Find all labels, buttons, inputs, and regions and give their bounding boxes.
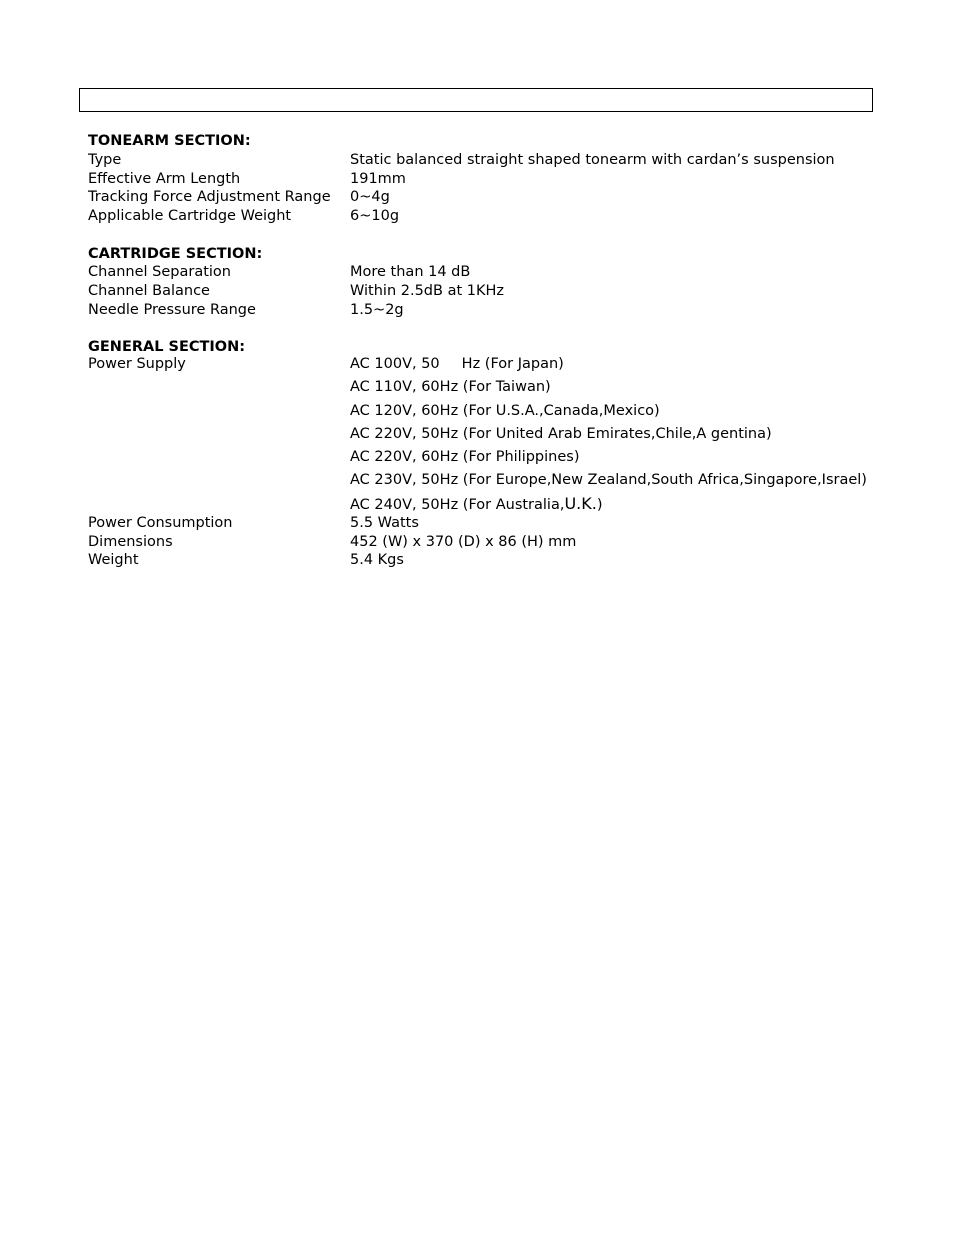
tracking-force-label: Tracking Force Adjustment Range — [88, 189, 331, 205]
tonearm-heading: TONEARM SECTION: — [88, 133, 251, 149]
power-supply-entry-part: AC 100V, 50 — [350, 356, 440, 372]
power-supply-entry: AC 220V, 50Hz (For United Arab Emirates,Chile,A gentina) — [350, 426, 772, 442]
power-supply-label: Power Supply — [88, 356, 186, 372]
power-supply-entry-part: U.K. — [564, 494, 597, 513]
weight-value: 5.4 Kgs — [350, 552, 404, 568]
header-box — [79, 88, 873, 112]
effective-arm-length-value: 191mm — [350, 171, 406, 187]
cartridge-weight-label: Applicable Cartridge Weight — [88, 208, 292, 224]
needle-pressure-value: 1.5~2g — [350, 302, 404, 318]
dimensions-label: Dimensions — [88, 534, 173, 550]
tonearm-type-value: Static balanced straight shaped tonearm with cardan’s suspension — [350, 152, 835, 168]
power-supply-entry — [350, 356, 564, 373]
cartridge-weight-value: 6~10g — [350, 208, 400, 224]
tracking-force-value: 0~4g — [350, 189, 390, 205]
power-supply-entry: AC 230V, 50Hz (For Europe,New Zealand,South Africa,Singapore,Israel) — [350, 472, 867, 488]
general-heading: GENERAL SECTION: — [88, 339, 246, 355]
effective-arm-length-label: Effective Arm Length — [88, 171, 241, 187]
channel-balance-label: Channel Balance — [88, 283, 210, 299]
power-supply-entry-part: AC 240V, 50Hz (For Australia, — [350, 497, 565, 513]
power-supply-entry-part: ) — [596, 497, 603, 513]
channel-balance-value: Within 2.5dB at 1KHz — [350, 283, 504, 299]
power-consumption-value: 5.5 Watts — [350, 515, 419, 531]
power-supply-entry — [350, 495, 603, 514]
power-supply-entry: AC 120V, 60Hz (For U.S.A.,Canada,Mexico) — [350, 403, 660, 419]
weight-label: Weight — [88, 552, 139, 568]
tonearm-type-label: Type — [88, 152, 122, 168]
cartridge-heading: CARTRIDGE SECTION: — [88, 246, 263, 262]
power-supply-entry: AC 110V, 60Hz (For Taiwan) — [350, 379, 551, 395]
needle-pressure-label: Needle Pressure Range — [88, 302, 256, 318]
dimensions-value: 452 (W) x 370 (D) x 86 (H) mm — [350, 534, 577, 550]
power-consumption-label: Power Consumption — [88, 515, 233, 531]
channel-separation-label: Channel Separation — [88, 264, 231, 280]
power-supply-entry: AC 220V, 60Hz (For Philippines) — [350, 449, 580, 465]
channel-separation-value: More than 14 dB — [350, 264, 471, 280]
power-supply-entry-part: Hz (For Japan) — [461, 356, 564, 372]
